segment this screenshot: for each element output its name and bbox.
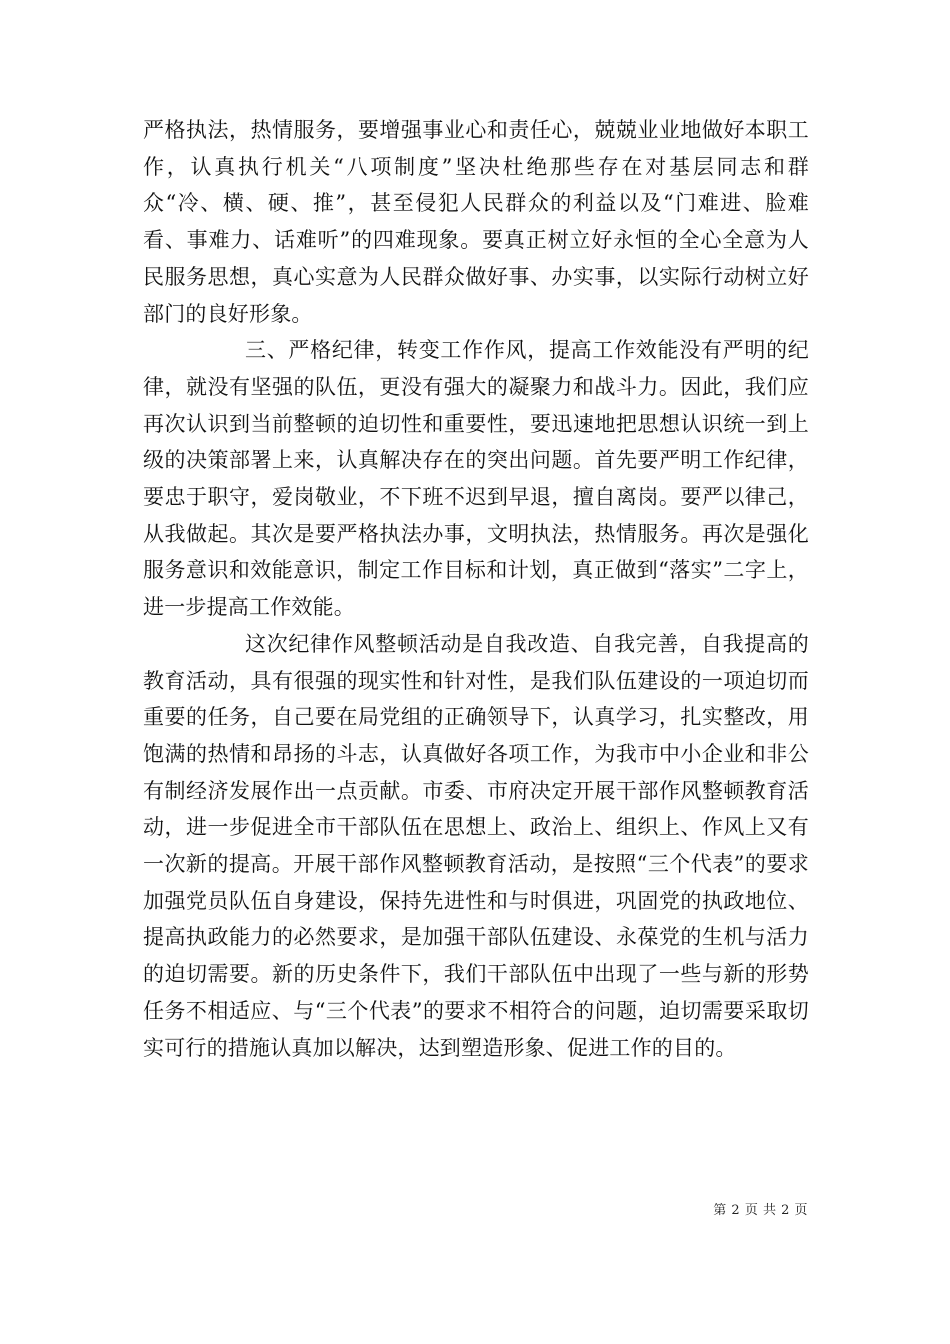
paragraph-continuation: 严格执法，热情服务，要增强事业心和责任心，兢兢业业地做好本职工作，认真执行机关“八项制度”坚决杜绝那些存在对基层同志和群众“冷、横、硬、推”，甚至侵犯人民群众的利益以及“门难进、脸难看、事难力、话难听”的四难现象。要真正树立好永恒的全心全意为人民服务思想，真心实意为人民群众做好事、办实事，以实际行动树立好部门的良好形象。 — [143, 118, 809, 326]
document-body — [143, 112, 809, 1066]
page-number: 第 2 页 共 2 页 — [713, 1203, 808, 1218]
paragraph-conclusion: 这次纪律作风整顿活动是自我改造、自我完善，自我提高的教育活动，具有很强的现实性和针对性，是我们队伍建设的一项迫切而重要的任务，自己要在局党组的正确领导下，认真学习，扎实整改，用饱满的热情和昂扬的斗志，认真做好各项工作，为我市中小企业和非公有制经济发展作出一点贡献。市委、市府决定开展干部作风整顿教育活动，进一步促进全市干部队伍在思想上、政治上、组织上、作风上又有一次新的提高。开展干部作风整顿教育活动，是按照“三个代表”的要求加强党员队伍自身建设，保持先进性和与时俱进，巩固党的执政地位、提高执政能力的必然要求，是加强干部队伍建设、永葆党的生机与活力的迫切需要。新的历史条件下，我们干部队伍中出现了一些与新的形势任务不相适应、与“三个代表”的要求不相符合的问题，迫切需要采取切实可行的措施认真加以解决，达到塑造形象、促进工作的目的。 — [143, 631, 809, 1060]
paragraph-section-three: 三、严格纪律，转变工作作风，提高工作效能没有严明的纪律，就没有坚强的队伍，更没有强大的凝聚力和战斗力。因此，我们应再次认识到当前整顿的迫切性和重要性，要迅速地把思想认识统一到上级的决策部署上来，认真解决存在的突出问题。首先要严明工作纪律，要忠于职守，爱岗敬业，不下班不迟到早退，擅自离岗。要严以律己，从我做起。其次是要严格执法办事，文明执法，热情服务。再次是强化服务意识和效能意识，制定工作目标和计划，真正做到“落实”二字上，进一步提高工作效能。 — [143, 338, 809, 620]
